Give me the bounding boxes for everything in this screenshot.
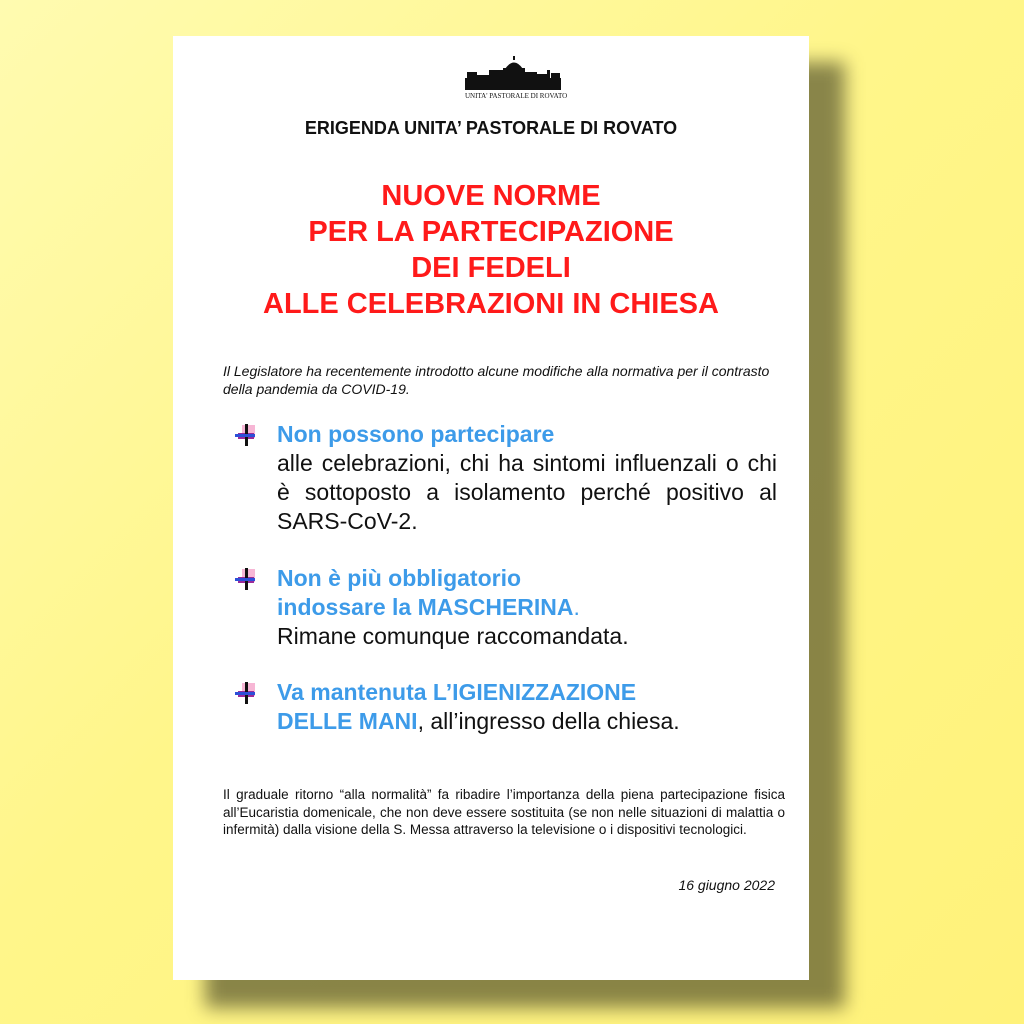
notice-page (173, 36, 809, 980)
rule-text (277, 678, 777, 736)
rule-heading: Non è più obbligatorio (277, 565, 522, 591)
rule-heading: Va mantenuta L’IGIENIZZAZIONE (277, 679, 637, 705)
rule-body: , all’ingresso della chiesa. (417, 708, 680, 734)
headline-line: NUOVE NORME (381, 180, 601, 212)
headline-line: ALLE CELEBRAZIONI IN CHIESA (263, 288, 719, 320)
rule-body: alle celebrazioni, chi ha sintomi influenzali o chi è sottoposto a isolamento perché positivo al SARS-CoV-2. (277, 450, 777, 534)
parish-logo (465, 56, 568, 104)
rule-heading-punct: . (573, 594, 580, 620)
cross-bullet-icon (235, 682, 257, 704)
headline (173, 178, 809, 322)
cross-bullet-icon (235, 568, 257, 590)
cross-bullet-icon (235, 424, 257, 446)
headline-line: PER LA PARTECIPAZIONE (308, 216, 674, 248)
org-title: ERIGENDA UNITA’ PASTORALE DI ROVATO (304, 118, 678, 138)
rule-text (277, 420, 777, 536)
rule-body: Rimane comunque raccomandata. (277, 623, 629, 649)
closing-text: Il graduale ritorno “alla normalità” fa ribadire l’importanza della piena partecipazione fisica all’Eucaristia domenicale, che non deve essere sostituita (se non nelle situazioni di malattia o infermità) dalla visione della S. Messa attraverso la televisione o i dispositivi tecnologici. (223, 787, 785, 837)
rule-heading: Non possono partecipare (277, 421, 555, 447)
date: 16 giugno 2022 (678, 877, 775, 893)
logo-caption: UNITA' PASTORALE DI ROVATO (465, 92, 568, 100)
rule-heading: DELLE MANI (277, 708, 418, 734)
rule-text (277, 564, 777, 651)
headline-line: DEI FEDELI (411, 252, 571, 284)
intro-text: Il Legislatore ha recentemente introdotto alcune modifiche alla normativa per il contrasto della pandemia da COVID-19. (223, 363, 770, 397)
church-skyline-icon (465, 56, 561, 90)
rule-heading: indossare la MASCHERINA (277, 594, 574, 620)
